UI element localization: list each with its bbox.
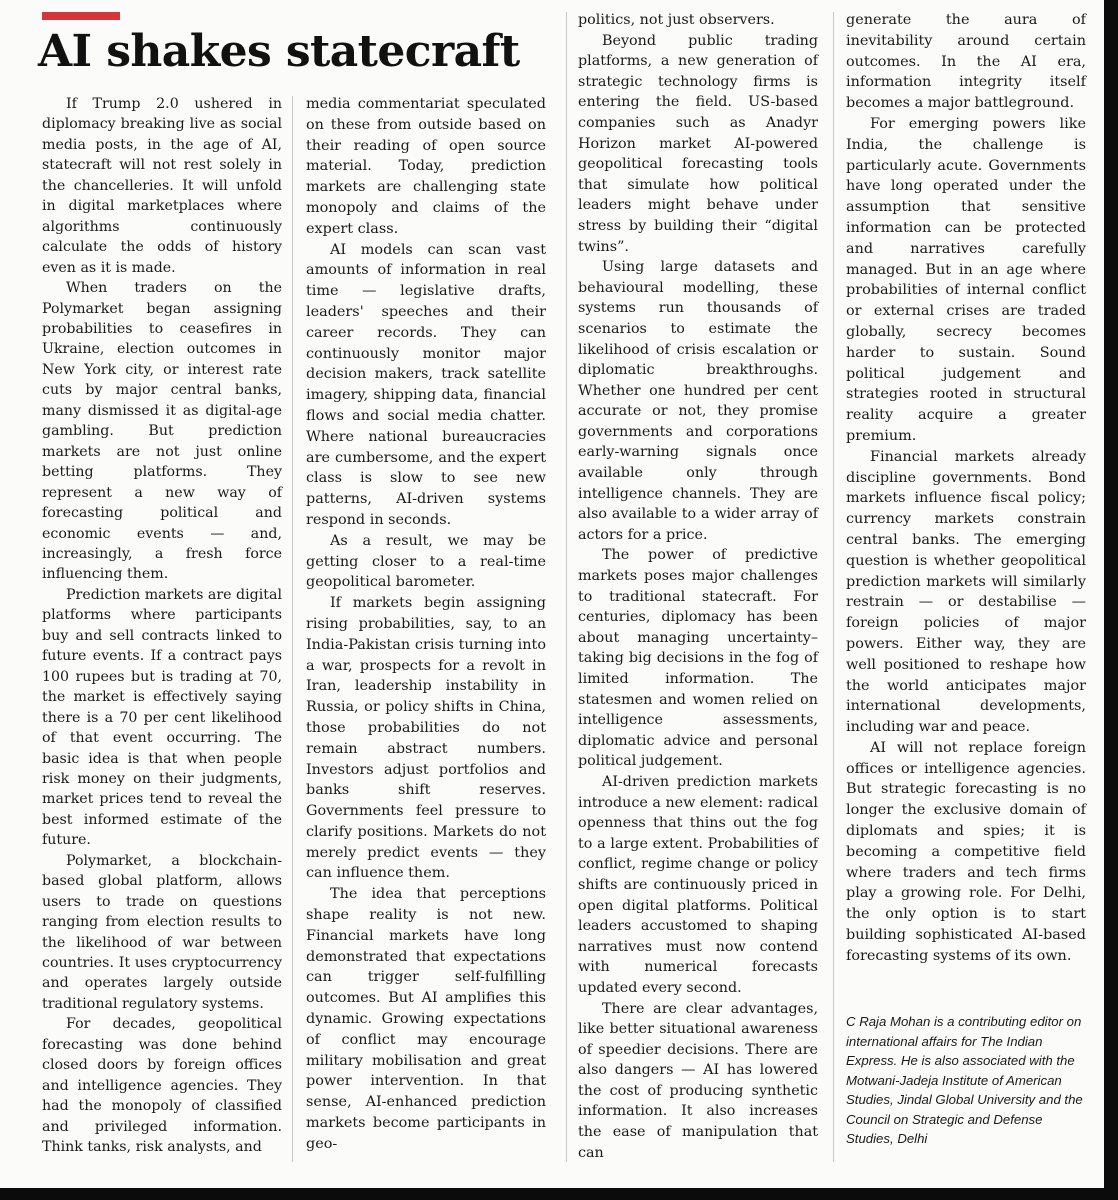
article-column-3 bbox=[578, 10, 818, 1164]
headline: AI shakes statecraft bbox=[38, 26, 520, 77]
paragraph: If Trump 2.0 ushered in diplomacy breaking live as social media posts, in the age of AI, statecraft will not rest solely in the chancelleries. It will unfold in digital marketplaces where algorithms continuously calculate the odds of history even as it is made. bbox=[42, 96, 282, 276]
paragraph: Using large datasets and behavioural modelling, these systems run thousands of scenarios to estimate the likelihood of crisis escalation or diplomatic breakthroughs. Whether one hundred per cent accurate or not, they promise governments and corporations early-warning signals once available only through intelligence channels. They are also available to a wider array of actors for a price. bbox=[578, 259, 818, 543]
paragraph: For decades, geopolitical forecasting was done behind closed doors by foreign offices and intelligence agencies. They had the monopoly of classified and privileged information. Think tanks, risk analysts, and bbox=[42, 1016, 282, 1156]
paragraph: politics, not just observers. bbox=[578, 12, 775, 28]
section-accent-bar bbox=[42, 12, 120, 20]
paragraph: The power of predictive markets poses major challenges to traditional statecraft. For centuries, diplomacy has been about managing uncertainty–taking big decisions in the fog of limited information. The statesmen and women relied on intelligence assessments, diplomatic advice and personal political judgement. bbox=[578, 547, 818, 770]
paragraph: Prediction markets are digital platforms where participants buy and sell contracts linked to future events. If a contract pays 100 rupees but is trading at 70, the market is effectively saying there is a 70 per cent likelihood of that event occurring. The basic idea is that when people risk money on their judgments, market prices tend to reveal the best informed estimate of the future. bbox=[42, 586, 282, 849]
article-column-2 bbox=[306, 94, 546, 1164]
paragraph: AI-driven prediction markets introduce a new element: radical openness that thins out the fog to a large extent. Probabilities of conflict, regime change or policy shifts are continuously priced in open digital platforms. Political leaders accustomed to shaping narratives must now contend with numerical forecasts updated every second. bbox=[578, 773, 818, 996]
paragraph: As a result, we may be getting closer to a real-time geopolitical barometer. bbox=[306, 532, 546, 591]
paragraph: If markets begin assigning rising probabilities, say, to an India-Pakistan crisis turning into a war, prospects for a revolt in Iran, leadership instability in Russia, or policy shifts in China, those probabilities do not remain abstract numbers. Investors adjust portfolios and banks shift reserves. Governments feel pressure to clarify positions. Markets do not merely predict events — they can influence them. bbox=[306, 595, 546, 882]
paragraph: AI will not replace foreign offices or intelligence agencies. But strategic forecasting is no longer the exclusive domain of diplomats and spies; it is becoming a competitive field where traders and tech firms play a growing role. For Delhi, the only option is to start building sophisticated AI-based forecasting systems of its own. bbox=[846, 739, 1086, 964]
column-divider bbox=[566, 12, 567, 1162]
paragraph: Financial markets already discipline governments. Bond markets influence fiscal policy; currency markets constrain central banks. The emerging question is whether geopolitical prediction markets will similarly restrain — or destabilise — foreign policies of major powers. Either way, they are well positioned to reshape how the world anticipates major international developments, including war and peace. bbox=[846, 448, 1086, 736]
article-column-1 bbox=[42, 94, 282, 1164]
paragraph: Beyond public trading platforms, a new generation of strategic technology firms is entering the field. US-based companies such as Anadyr Horizon market AI-powered geopolitical forecasting tools that simulate how political leaders might behave under stress by building their “digital twins”. bbox=[578, 32, 818, 255]
paragraph: AI models can scan vast amounts of information in real time — legislative drafts, leaders' speeches and their career records. They can continuously monitor major decision makers, track satellite imagery, shipping data, financial flows and social media chatter. Where national bureaucracies are cumbersome, and the expert class is slow to see new patterns, AI-driven systems respond in seconds. bbox=[306, 241, 546, 528]
paragraph: Polymarket, a blockchain-based global platform, allows users to trade on questions ranging from election results to the likelihood of war between countries. It uses cryptocurrency and operates largely outside traditional regulatory systems. bbox=[42, 852, 282, 1012]
author-bio: C Raja Mohan is a contributing editor on international affairs for The Indian Express. He is also associated with the Motwani-Jadeja Institute of American Studies, Jindal Global University and the Council on Strategic and Defense Studies, Delhi bbox=[846, 1014, 1083, 1146]
paragraph: media commentariat speculated on these from outside based on their reading of open source material. Today, prediction markets are challenging state monopoly and claims of the expert class. bbox=[306, 96, 546, 237]
paragraph: The idea that perceptions shape reality is not new. Financial markets have long demonstrated that expectations can trigger self-fulfilling outcomes. But AI amplifies this dynamic. Growing expectations of conflict may encourage military mobilisation and great power intervention. In that sense, AI-enhanced prediction markets become participants in geo- bbox=[306, 886, 546, 1152]
paragraph: generate the aura of inevitability around certain outcomes. In the AI era, information integrity itself becomes a major battleground. bbox=[846, 12, 1086, 112]
paragraph: There are clear advantages, like better situational awareness of speedier decisions. There are also dangers — AI has lowered the cost of producing synthetic information. It also increases the ease of manipulation that can bbox=[578, 1000, 818, 1161]
paragraph: When traders on the Polymarket began assigning probabilities to ceasefires in Ukraine, election outcomes in New York city, or interest rate cuts by major central banks, many dismissed it as digital-age gambling. But prediction markets are not just online betting platforms. They represent a new way of forecasting political and economic events — and, increasingly, a fresh force influencing them. bbox=[42, 280, 282, 583]
column-divider bbox=[833, 12, 834, 1162]
column-divider bbox=[292, 96, 293, 1162]
article-column-4 bbox=[846, 10, 1086, 1010]
paragraph: For emerging powers like India, the challenge is particularly acute. Governments have long operated under the assumption that sensitive information can be protected and narratives carefully managed. But in an age where probabilities of internal conflict or external crises are traded globally, secrecy becomes harder to sustain. Sound political judgement and strategies rooted in structural reality acquire a greater premium. bbox=[846, 115, 1086, 444]
